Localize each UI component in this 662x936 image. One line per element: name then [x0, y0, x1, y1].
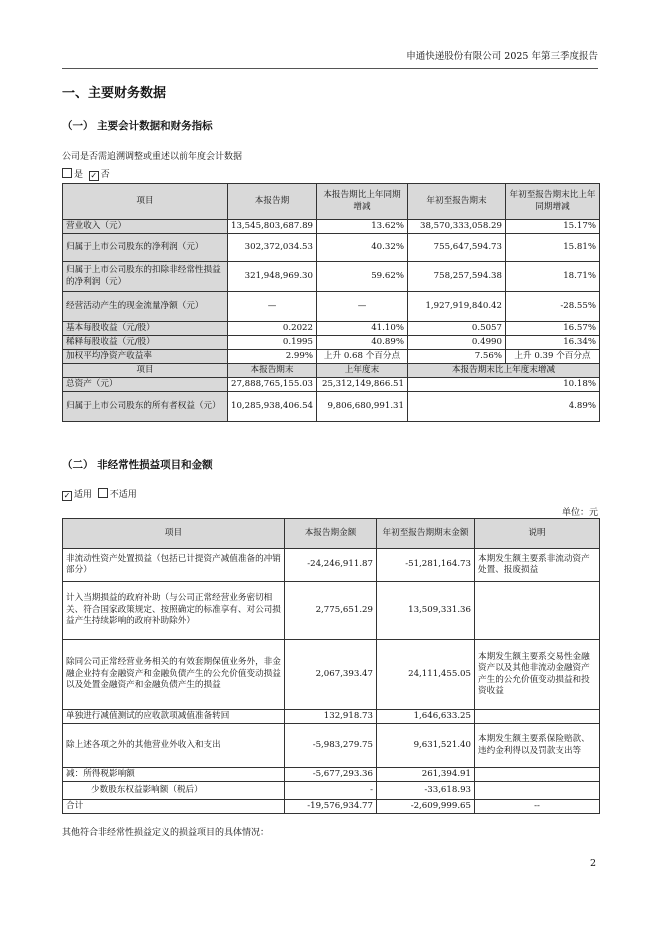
table-cell: 16.34%: [506, 336, 600, 350]
label-applicable: 适用: [74, 490, 93, 500]
subsection-title-1: （一） 主要会计数据和财务指标: [62, 120, 213, 132]
table-cell: 24,111,455.05: [377, 640, 475, 710]
table-cell: 除同公司正常经营业务相关的有效套期保值业务外，非金融企业持有金融资产和金融负债产生的公允价值变动损益以及处置金融资产和金融负债产生的损益: [63, 640, 285, 710]
table-cell: -28.55%: [506, 292, 600, 322]
table-cell: -2,609,999.65: [377, 800, 475, 814]
checkbox-applicable[interactable]: ✓: [63, 491, 71, 500]
table-row: [63, 322, 600, 336]
table-row: [63, 220, 600, 234]
table2-header-cell: 本报告期金额: [285, 519, 377, 549]
table-cell: 加权平均净资产收益率: [63, 350, 228, 364]
table-cell: 0.4990: [408, 336, 506, 350]
table-cell: 27,888,765,155.03: [228, 378, 317, 392]
table-cell: 2.99%: [228, 350, 317, 364]
table-cell: 基本每股收益（元/股）: [63, 322, 228, 336]
table-cell: 40.89%: [317, 336, 408, 350]
restate-options: [62, 167, 110, 181]
restate-question: 公司是否需追溯调整或重述以前年度会计数据: [62, 152, 243, 162]
table1-header-cell: 本报告期末: [228, 364, 317, 378]
table2-header-row: [63, 519, 600, 549]
table-cell: 本期发生额主要系非流动资产处置、报废损益: [475, 549, 600, 582]
table-cell: 经营活动产生的现金流量净额（元）: [63, 292, 228, 322]
table-row: [63, 724, 600, 768]
table-cell: 59.62%: [317, 262, 408, 292]
table1-header-cell: 年初至报告期末: [408, 184, 506, 220]
table-cell: 上升 0.68 个百分点: [317, 350, 408, 364]
table1-header-cell: 项目: [63, 184, 228, 220]
table-row: [63, 262, 600, 292]
table-cell: 18.71%: [506, 262, 600, 292]
table-cell: —: [228, 292, 317, 322]
table-cell: 0.2022: [228, 322, 317, 336]
table-cell: 10.18%: [408, 378, 600, 392]
table-cell: 13.62%: [317, 220, 408, 234]
table-cell: 1,646,633.25: [377, 710, 475, 724]
table-cell: 15.17%: [506, 220, 600, 234]
table-cell: 132,918.73: [285, 710, 377, 724]
checkbox-not-applicable[interactable]: [98, 488, 108, 498]
table-cell: 0.5057: [408, 322, 506, 336]
table-cell: 16.57%: [506, 322, 600, 336]
footer-note: 其他符合非经常性损益定义的损益项目的具体情况：: [62, 828, 270, 838]
table-cell: 营业收入（元）: [63, 220, 228, 234]
table-cell: 1,927,919,840.42: [408, 292, 506, 322]
financial-indicators-table: [62, 183, 600, 422]
label-yes: 是: [74, 170, 84, 180]
table-row: [63, 800, 600, 814]
table-cell: 40.32%: [317, 234, 408, 262]
table1-header-row: [63, 184, 600, 220]
table-row: [63, 782, 600, 800]
table-row: [63, 710, 600, 724]
unit-label: 单位：元: [561, 508, 598, 518]
table1-header-cell: 上年度末: [317, 364, 408, 378]
table-row: [63, 292, 600, 322]
checkbox-yes[interactable]: [62, 168, 72, 178]
page-header: 申通快递股份有限公司 2025 年第三季度报告: [62, 48, 598, 69]
table-row: [63, 392, 600, 422]
table-cell: 41.10%: [317, 322, 408, 336]
table-row: [63, 768, 600, 782]
checkbox-no[interactable]: ✓: [90, 171, 98, 180]
table2-header-cell: 项目: [63, 519, 285, 549]
table-cell: [475, 582, 600, 640]
table-cell: 本期发生额主要系保险赔款、违约金利得以及罚款支出等: [475, 724, 600, 768]
table2-header-cell: 说明: [475, 519, 600, 549]
table-cell: 38,570,333,058.29: [408, 220, 506, 234]
table-cell: 15.81%: [506, 234, 600, 262]
label-not-applicable: 不适用: [109, 490, 137, 500]
section-title: 一、主要财务数据: [62, 86, 167, 101]
table-cell: --: [475, 800, 600, 814]
table-cell: 单独进行减值测试的应收款项减值准备转回: [63, 710, 285, 724]
table-cell: 13,545,803,687.89: [228, 220, 317, 234]
table-cell: -5,983,279.75: [285, 724, 377, 768]
table-cell: 归属于上市公司股东的所有者权益（元）: [63, 392, 228, 422]
table1-header-cell: 年初至报告期末比上年同期增减: [506, 184, 600, 220]
table-row: [63, 350, 600, 364]
table-cell: 4.89%: [408, 392, 600, 422]
table-row: [63, 336, 600, 350]
table-cell: -33,618.93: [377, 782, 475, 800]
table-cell: 13,509,331.36: [377, 582, 475, 640]
subsection-title-2: （二） 非经常性损益项目和金额: [62, 459, 213, 471]
table-cell: 少数股东权益影响额（税后）: [63, 782, 285, 800]
table-cell: 10,285,938,406.54: [228, 392, 317, 422]
table-cell: -24,246,911.87: [285, 549, 377, 582]
applicable-options: [62, 487, 137, 501]
table-cell: 归属于上市公司股东的净利润（元）: [63, 234, 228, 262]
table-cell: 上升 0.39 个百分点: [506, 350, 600, 364]
table-cell: 261,394.91: [377, 768, 475, 782]
table-cell: 9,631,521.40: [377, 724, 475, 768]
table1-header-cell: 项目: [63, 364, 228, 378]
table-cell: 2,067,393.47: [285, 640, 377, 710]
page-number: 2: [590, 858, 597, 869]
table1-header-cell: 本报告期: [228, 184, 317, 220]
table1-header-row-2: [63, 364, 600, 378]
table-cell: 758,257,594.38: [408, 262, 506, 292]
table-cell: [475, 768, 600, 782]
table-cell: 321,948,969.30: [228, 262, 317, 292]
table-cell: —: [317, 292, 408, 322]
table-row: [63, 582, 600, 640]
table-cell: 总资产（元）: [63, 378, 228, 392]
table-cell: 稀释每股收益（元/股）: [63, 336, 228, 350]
table-cell: 本期发生额主要系交易性金融资产以及其他非流动金融资产产生的公允价值变动损益和投资收益: [475, 640, 600, 710]
table-cell: 合计: [63, 800, 285, 814]
table-cell: 减：所得税影响额: [63, 768, 285, 782]
table2-header-cell: 年初至报告期期末金额: [377, 519, 475, 549]
table-row: [63, 378, 600, 392]
table-cell: 0.1995: [228, 336, 317, 350]
table-cell: 非流动性资产处置损益（包括已计提资产减值准备的冲销部分）: [63, 549, 285, 582]
table1-header-cell: 本报告期末比上年度末增减: [408, 364, 600, 378]
table-cell: -51,281,164.73: [377, 549, 475, 582]
non-recurring-items-table: [62, 518, 600, 814]
table-cell: 302,372,034.53: [228, 234, 317, 262]
table-cell: 9,806,680,991.31: [317, 392, 408, 422]
table-cell: [475, 710, 600, 724]
label-no: 否: [100, 170, 110, 180]
table-cell: -19,576,934.77: [285, 800, 377, 814]
table-cell: -5,677,293.36: [285, 768, 377, 782]
table-cell: [475, 782, 600, 800]
table-cell: 2,775,651.29: [285, 582, 377, 640]
table-cell: -: [285, 782, 377, 800]
table-cell: 25,312,149,866.51: [317, 378, 408, 392]
table-row: [63, 549, 600, 582]
table-cell: 归属于上市公司股东的扣除非经常性损益的净利润（元）: [63, 262, 228, 292]
table-cell: 除上述各项之外的其他营业外收入和支出: [63, 724, 285, 768]
table-cell: 7.56%: [408, 350, 506, 364]
table-cell: 755,647,594.73: [408, 234, 506, 262]
table-cell: 计入当期损益的政府补助（与公司正常经营业务密切相关、符合国家政策规定、按照确定的标准享有、对公司损益产生持续影响的政府补助除外）: [63, 582, 285, 640]
table1-header-cell: 本报告期比上年同期增减: [317, 184, 408, 220]
table-row: [63, 234, 600, 262]
table-row: [63, 640, 600, 710]
